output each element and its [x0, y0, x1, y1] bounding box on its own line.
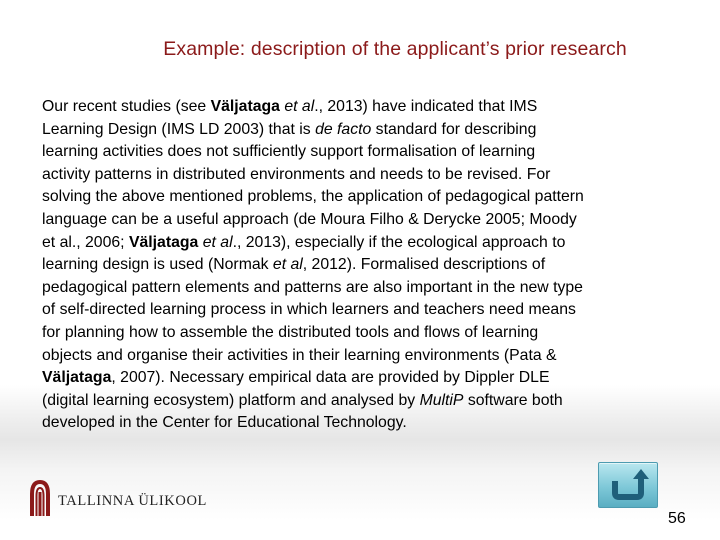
text-run: Learning Design (IMS LD 2003) that is — [42, 120, 316, 138]
paragraph-line — [42, 209, 702, 232]
bold-text: Väljataga — [210, 98, 280, 115]
italic-text: de facto — [315, 120, 372, 138]
text-run: , 2012). Formalised descriptions of — [302, 256, 546, 274]
university-name: TALLINNA ÜLIKOOL — [58, 493, 207, 509]
text-run: ., 2013) have indicated that IMS — [314, 98, 538, 115]
return-arrow-icon — [599, 463, 657, 507]
italic-text: et al — [272, 256, 303, 274]
return-button[interactable] — [598, 462, 658, 508]
text-run: for planning how to assemble the distributed tools and flows of learning — [42, 323, 539, 341]
paragraph-line — [42, 322, 702, 345]
text-run: software both — [463, 391, 563, 409]
paragraph-line — [42, 299, 702, 322]
paragraph-line — [42, 119, 702, 142]
italic-text: et al — [202, 233, 233, 251]
paragraph-line — [42, 277, 702, 300]
text-run: learning activities does not sufficiently support formalisation of learning — [42, 143, 536, 161]
italic-text: et al — [284, 98, 315, 115]
university-logo-icon — [32, 482, 48, 516]
body-paragraph — [42, 96, 702, 435]
text-run: language can be a useful approach (de Moura Filho & Derycke 2005; Moody — [42, 210, 577, 228]
slide-title: Example: description of the applicant’s prior research — [163, 38, 627, 60]
text-run: Our recent studies (see — [42, 98, 211, 115]
paragraph-line — [42, 412, 702, 435]
paragraph-line — [42, 232, 702, 255]
text-run: learning design is used (Normak — [42, 256, 273, 274]
text-run: developed in the Center for Educational Technology. — [42, 414, 407, 432]
paragraph-line — [42, 186, 702, 209]
paragraph-line — [42, 390, 702, 413]
paragraph-line — [42, 345, 702, 368]
paragraph-line — [42, 254, 702, 277]
text-run: , 2007). Necessary empirical data are provided by Dippler DLE — [111, 369, 550, 387]
text-run: solving the above mentioned problems, the application of pedagogical pattern — [42, 188, 584, 206]
bold-text: Väljataga — [128, 233, 199, 251]
paragraph-line — [42, 96, 702, 119]
italic-text: MultiP — [419, 391, 464, 409]
paragraph-line — [42, 141, 702, 164]
paragraph-line — [42, 367, 702, 390]
text-run: activity patterns in distributed environments and needs to be revised. For — [42, 165, 551, 183]
text-run: of self-directed learning process in which learners and teachers need means — [42, 301, 576, 319]
text-run: et al., 2006; — [42, 233, 129, 251]
text-run: (digital learning ecosystem) platform and analysed by — [42, 391, 420, 409]
text-run: standard for describing — [371, 120, 537, 138]
page-number: 56 — [668, 510, 686, 527]
text-run: pedagogical pattern elements and patterns are also important in the new type — [42, 278, 583, 296]
text-run: ., 2013), especially if the ecological approach to — [232, 233, 566, 251]
paragraph-line — [42, 164, 702, 187]
text-run: objects and organise their activities in their learning environments (Pata & — [42, 346, 557, 364]
bold-text: Väljataga — [42, 369, 112, 387]
